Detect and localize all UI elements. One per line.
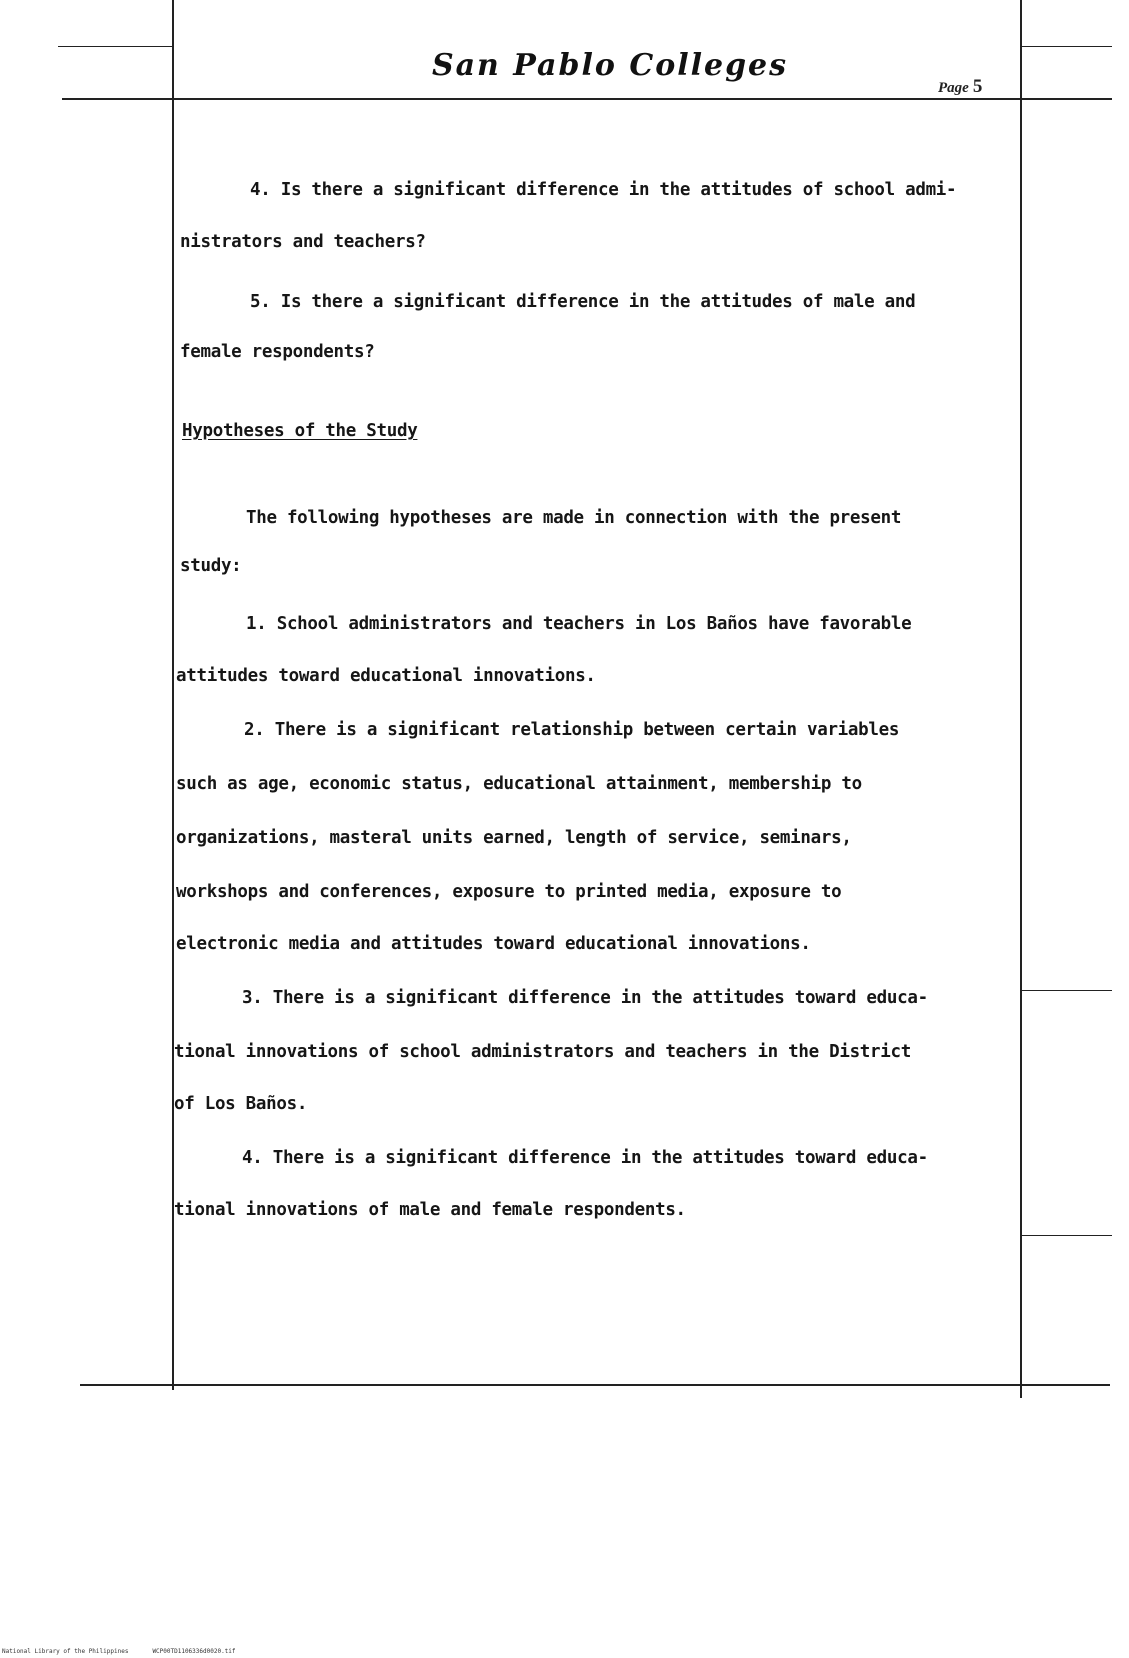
institution-title: San Pablo Colleges (431, 48, 789, 83)
page-indicator (938, 76, 982, 98)
text-line: nistrators and teachers? (180, 232, 426, 252)
text-line: 1. School administrators and teachers in Los Baños have favorable (246, 614, 912, 634)
text-line: The following hypotheses are made in connection with the present (246, 508, 902, 528)
text-line: workshops and conferences, exposure to printed media, exposure to (176, 882, 842, 902)
text-line: female respondents? (180, 342, 375, 362)
footer-library: National Library of the Philippines (2, 1648, 129, 1655)
text-line: 4. Is there a significant difference in the attitudes of school admi- (250, 180, 957, 200)
text-line: tional innovations of male and female respondents. (174, 1200, 686, 1220)
right-tab-rule-2 (1022, 1235, 1112, 1236)
bottom-rule (80, 1384, 1110, 1386)
scan-footer (2, 1648, 236, 1655)
text-line: 4. There is a significant difference in the attitudes toward educa- (242, 1148, 928, 1168)
footer-file-id: WCP00TD1106336d0020.tif (152, 1648, 236, 1655)
text-line: 2. There is a significant relationship between certain variables (244, 720, 900, 740)
top-outer-rule (58, 46, 174, 47)
left-margin-rule (172, 0, 174, 1390)
text-line: study: (180, 556, 242, 576)
text-line: such as age, economic status, educational attainment, membership to (176, 774, 862, 794)
text-line: electronic media and attitudes toward educational innovations. (176, 934, 811, 954)
header-rule (62, 98, 1112, 100)
top-outer-rule-right (1022, 46, 1112, 47)
right-margin-rule (1020, 0, 1022, 1398)
text-line: attitudes toward educational innovations. (176, 666, 596, 686)
page-number: 5 (972, 76, 983, 97)
text-line: of Los Baños. (174, 1094, 308, 1114)
page-label: Page (938, 80, 969, 96)
text-line: organizations, masteral units earned, length of service, seminars, (176, 828, 852, 848)
text-line: 3. There is a significant difference in the attitudes toward educa- (242, 988, 928, 1008)
text-line: tional innovations of school administrators and teachers in the District (174, 1042, 911, 1062)
section-heading: Hypotheses of the Study (182, 421, 418, 441)
text-line: 5. Is there a significant difference in the attitudes of male and (250, 292, 916, 312)
right-tab-rule-1 (1022, 990, 1112, 991)
